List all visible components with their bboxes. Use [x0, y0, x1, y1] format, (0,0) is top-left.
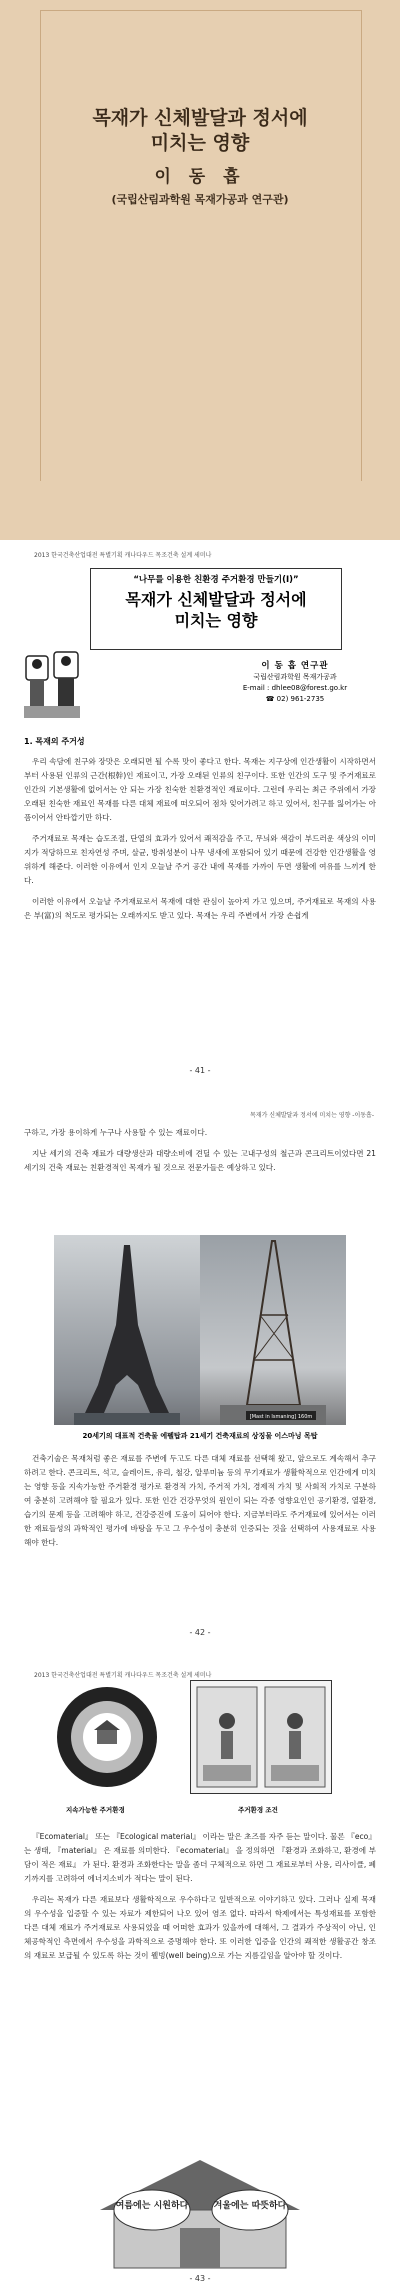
running-head: 2013 한국건축산업대전 특별기획 캐나다우드 목조건축 설계 세미나 [34, 1672, 212, 1679]
running-head: 목재가 신체발달과 정서에 미치는 영향 -이동흡- [250, 1112, 374, 1119]
page-number: - 42 - [189, 1628, 211, 1637]
summer-label: 여름에는 시원하다 [115, 2201, 189, 2211]
article-title [91, 589, 341, 631]
article-title-line1: 목재가 신체발달과 정서에 [125, 590, 307, 609]
paragraph: 지난 세기의 건축 재료가 대량생산과 대량소비에 견딜 수 있는 고내구성의 철근과 콘크리트이었다면 21세기의 건축 재료는 친환경적인 목재가 될 것으로 전문가들은 예상하고 있다. [24, 1149, 376, 1172]
page-43 [0, 1660, 400, 2290]
paragraph: 이러한 이유에서 오늘날 주거재료로서 목재에 대한 관심이 높아져 가고 있으며, 주거재료로 목재의 사용은 부(富)의 척도로 평가되는 오래까지도 받고 있다. 목재는 우리 주변에서 가장 손쉽게 [24, 897, 376, 920]
paragraph: 건축기술은 목재처럼 좋은 재료를 주변에 두고도 다른 대체 재료를 선택해 왔고, 앞으로도 계속해서 추구하려고 한다. 콘크리트, 석고, 슬레이트, 유리, 철강, 알루미늄 등의 무기재료가 생활학적으로 인간에게 미치는 영향 등을 지속가능한 주거환경 평가로 환경적 가치, 주거적 가치, 경제적 가치 및 사회적 가치로 구분하여 충분히 고려해야 할 필요가 있다. 또한 인간 건강무엇의 원인이 되는 각종 영향요인인 공기환경, 열환경, 습기의 문제 등을 고려해야 하고, 건강증진에 도움이 되어야 한다. 지금부터라도 주거재료에 있어서는 이러한 재료들성의 과학적인 평가에 바탕을 두고 그 우수성이 충분히 인증되는 것을 선택하여 사용재료로 사용해야 한다. [24, 1454, 376, 1547]
eiffel-tower-graphic [54, 1235, 200, 1425]
body-text [24, 755, 376, 930]
body-text [24, 1126, 376, 1182]
ismaning-mast-photo [200, 1235, 346, 1425]
cover-author: 이 동 흡 [154, 167, 246, 187]
page-42 [0, 1100, 400, 1660]
paragraph: 『Ecomaterial』 또는 『Ecological material』 이라는 말은 초즈를 자주 듣는 말이다. 물론 『eco』 는 생태, 『material』 은 재료를 의미한다. 『ecomaterial』 을 정의하면 『환경과 조화하고, 환경에 부담이 적은 재료』 가 된다. 환경과 조화한다는 말을 좀더 구체적으로 하면 그 재료로부터 사용, 리사이클, 폐기까지를 고려하여 에너지소비가 적다는 말이 된다. [24, 1832, 376, 1883]
title-banner [90, 568, 342, 650]
photo-caption: 20세기의 대표적 건축물 에펠탑과 21세기 건축재료의 상징물 이스마닝 목탑 [82, 1432, 318, 1440]
housing-conditions-diagram [190, 1680, 332, 1794]
winter-label: 겨울에는 따뜻하다 [213, 2201, 287, 2211]
cover-title-line2: 미치는 영향 [150, 132, 250, 154]
author-tel: ☎ 02) 961-2735 [265, 695, 325, 703]
cover-affiliation: (국립산림과학원 목재가공과 연구관) [111, 193, 289, 206]
body-text [24, 1830, 376, 1970]
paragraph: 우리는 목재가 다른 재료보다 생활학적으로 우수하다고 일반적으로 이야기하고 있다. 그러나 실제 목재의 우수성을 입증할 수 있는 자료가 제한되어 나오 있어 염조 없다. 따라서 학제에서는 특성재료를 포함한 다른 대체 재료가 주거재료로 사용되었을 때 어떠한 효과가 있을까에 대해서, 그 결과가 주상적이 아닌, 인체공학적인 측면에서 우수성을 과학적으로 증명해야 한다. 또 이러한 입증을 인간의 쾌적한 생활공간 창조의 재료로 보급될 수 있도록 하는 것이 웰빙(well being)으로 가는 지름길임을 알아야 할 것이다. [24, 1895, 376, 1960]
wooden-mast-graphic [200, 1235, 346, 1425]
author-name: 이 동 흡 연구관 [261, 661, 329, 671]
cartoon-characters-illustration [20, 648, 84, 722]
section-heading: 1. 목재의 주거성 [24, 737, 85, 746]
sustainable-housing-diagram [52, 1682, 162, 1792]
tower-photos [54, 1235, 346, 1425]
body-text [24, 1452, 376, 1557]
page-number: - 43 - [189, 2274, 211, 2283]
cover-title [0, 106, 400, 156]
author-org: 국립산림과학원 목재가공과 [253, 673, 337, 681]
author-info [200, 661, 390, 705]
article-title-line2: 미치는 영향 [174, 611, 258, 630]
author-email: E-mail : dhlee08@forest.go.kr [242, 684, 348, 692]
mast-label: [Mast in Ismaning] 160m [249, 1414, 313, 1420]
housing-conditions-graphic [191, 1681, 331, 1793]
paragraph: 우리 속담에 친구와 장맛은 오래되면 될 수록 맛이 좋다고 한다. 목재는 지구상에 인간생활이 시작하면서부터 사용된 인류의 근간(根幹)인 재료이고, 가장 오래된 인류의 친구이다. 또한 인간의 도구 및 주거재료로 인간의 기본생활에 없어서는 안 되는 가장 친숙한 친환경적인 재료이다. 그런데 우리는 최근 주위에서 가장 오래된 친숙한 재료인 목재를 다른 대체 재료에 떠오되어 점차 잊어가려고 하고 있어서, 친구를 잃어가는 아픔이어서 안타깝기만 하다. [24, 757, 376, 822]
paragraph: 주거재료로 목재는 습도조절, 단열의 효과가 있어서 쾌적감을 주고, 무늬와 색감이 부드러운 색상의 이미지가 적당하므로 친자연성 주며, 살균, 방취성분이 나무 냉새에 포함되어 있기 때문에 건강한 인간생활을 영위하게 해준다. 이러한 이유에서 인지 오늘날 주거 공간 내에 목재를 가까이 두면 생활에 여유를 느끼게 한다. [24, 834, 376, 885]
series-title: “나무를 이용한 친환경 주거환경 만들기(Ⅰ)” [133, 575, 299, 585]
paragraph: 구하고, 가장 용이하게 누구나 사용할 수 있는 재료이다. [24, 1128, 208, 1137]
cover-title-line1: 목재가 신체발달과 정서에 [92, 107, 308, 129]
figure-caption-2: 주거환경 조건 [238, 1806, 278, 1814]
eiffel-tower-photo [54, 1235, 200, 1425]
cover-frame [40, 10, 362, 481]
page-number: - 41 - [189, 1066, 211, 1075]
wooden-house-illustration [80, 2152, 320, 2272]
page-41 [0, 540, 400, 1100]
cover-page [0, 0, 400, 540]
running-head: 2013 한국건축산업대전 특별기획 캐나다우드 목조건축 설계 세미나 [34, 552, 212, 559]
figure-caption-1: 지속가능한 주거환경 [66, 1806, 125, 1814]
